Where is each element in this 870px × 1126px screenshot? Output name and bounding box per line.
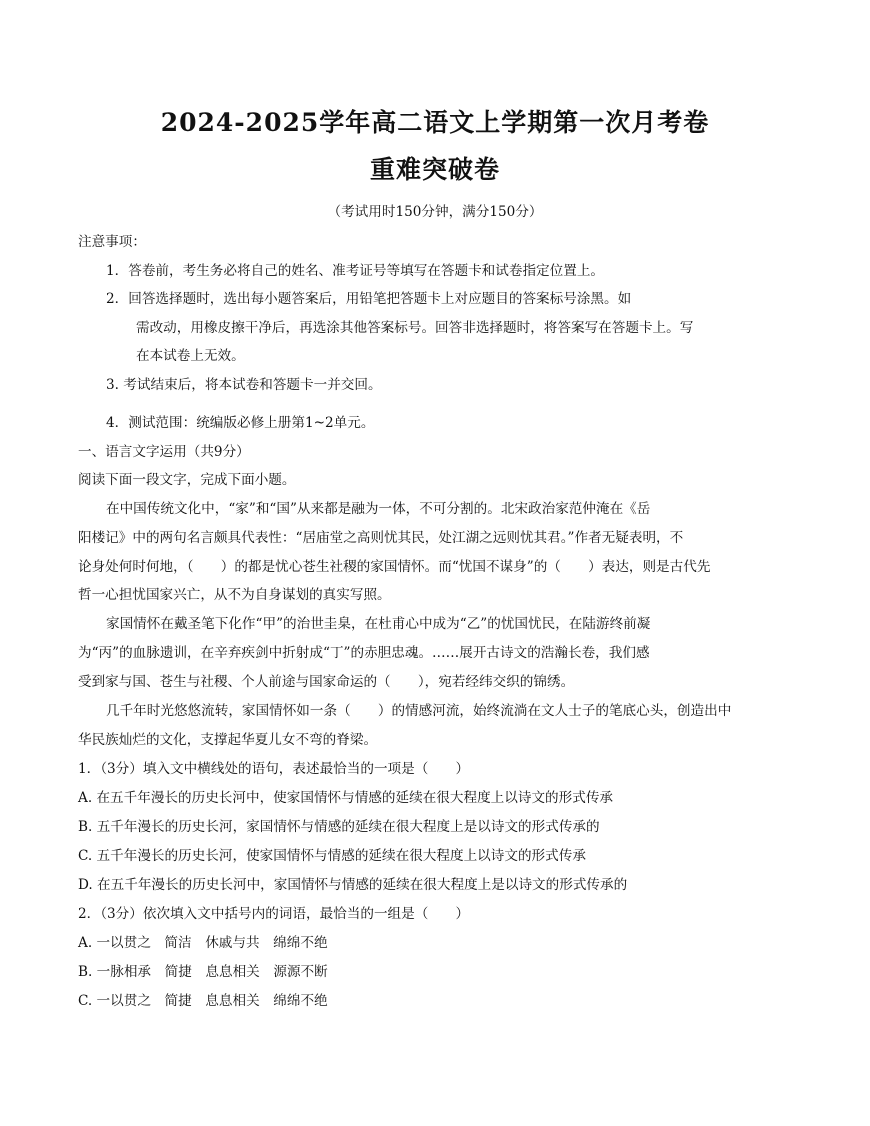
passage-line: 为“丙”的血脉遗训，在辛弃疾剑中折射成“丁”的赤胆忠魂。……展开古诗文的浩瀚长卷，我们感 xyxy=(78,645,650,661)
notice-item-2-line-2: 需改动，用橡皮擦干净后，再选涂其他答案标号。回答非选择题时，将答案写在答题卡上。写 xyxy=(136,320,694,336)
passage-line: 家国情怀在戴圣笔下化作“甲”的治世圭臬，在杜甫心中成为“乙”的忧国忧民，在陆游终前凝 xyxy=(106,616,651,632)
passage-line: 受到家与国、苍生与社稷、个人前途与国家命运的（ ），宛若经纬交织的锦绣。 xyxy=(78,674,575,690)
question-1-stem: 1．（3分）填入文中横线处的语句，表述最恰当的一项是（ ） xyxy=(78,761,470,777)
section-instruction: 阅读下面一段文字，完成下面小题。 xyxy=(78,472,296,488)
question-2-stem: 2．（3分）依次填入文中括号内的词语，最恰当的一组是（ ） xyxy=(78,906,470,922)
question-2-option-a: A. 一以贯之 简洁 休戚与共 绵绵不绝 xyxy=(78,935,328,951)
passage-line: 阳楼记》中的两句名言颇具代表性：“居庙堂之高则忧其民，处江湖之远则忧其君。”作者无疑表明，不 xyxy=(78,530,684,546)
question-2-option-c: C. 一以贯之 简捷 息息相关 绵绵不绝 xyxy=(78,993,328,1009)
question-1-option-d: D. 在五千年漫长的历史长河中，家国情怀与情感的延续在很大程度上是以诗文的形式传承的 xyxy=(78,877,628,893)
passage-line: 哲一心担忧国家兴亡，从不为自身谋划的真实写照。 xyxy=(78,587,391,603)
question-1-option-a: A. 在五千年漫长的历史长河中，使家国情怀与情感的延续在很大程度上以诗文的形式传承 xyxy=(78,790,614,806)
notice-item-1: 1．答卷前，考生务必将自己的姓名、准考证号等填写在答题卡和试卷指定位置上。 xyxy=(106,263,605,279)
exam-subtitle: 重难突破卷 xyxy=(369,155,500,184)
notice-item-2-line-1: 2．回答选择题时，选出每小题答案后，用铅笔把答题卡上对应题目的答案标号涂黑。如 xyxy=(106,291,632,307)
notice-item-2-line-3: 在本试卷上无效。 xyxy=(136,348,245,364)
passage-line: 论身处何时何地，（ ）的都是忧心苍生社稷的家国情怀。而“忧国不谋身”的（ ）表达，则是古代先 xyxy=(78,559,711,575)
notice-item-3: 3. 考试结束后，将本试卷和答题卡一并交回。 xyxy=(106,377,382,393)
notice-heading: 注意事项： xyxy=(78,234,146,250)
exam-info: （考试用时150分钟，满分150分） xyxy=(327,204,543,220)
exam-title: 2024-2025学年高二语文上学期第一次月考卷 xyxy=(160,108,710,137)
notice-item-4: 4．测试范围：统编版必修上册第1~2单元。 xyxy=(106,415,375,431)
passage-line: 华民族灿烂的文化，支撑起华夏儿女不弯的脊梁。 xyxy=(78,732,378,748)
question-2-option-b: B. 一脉相承 简捷 息息相关 源源不断 xyxy=(78,964,328,980)
section-heading: 一、语言文字运用（共9分） xyxy=(78,444,250,460)
passage-line: 几千年时光悠悠流转，家国情怀如一条（ ）的情感河流，始终流淌在文人士子的笔底心头，创造出中 xyxy=(106,703,732,719)
question-1-option-c: C. 五千年漫长的历史长河，使家国情怀与情感的延续在很大程度上以诗文的形式传承 xyxy=(78,848,586,864)
question-1-option-b: B. 五千年漫长的历史长河，家国情怀与情感的延续在很大程度上是以诗文的形式传承的 xyxy=(78,819,600,835)
passage-line: 在中国传统文化中，“家”和“国”从来都是融为一体，不可分割的。北宋政治家范仲淹在《岳 xyxy=(106,501,651,517)
